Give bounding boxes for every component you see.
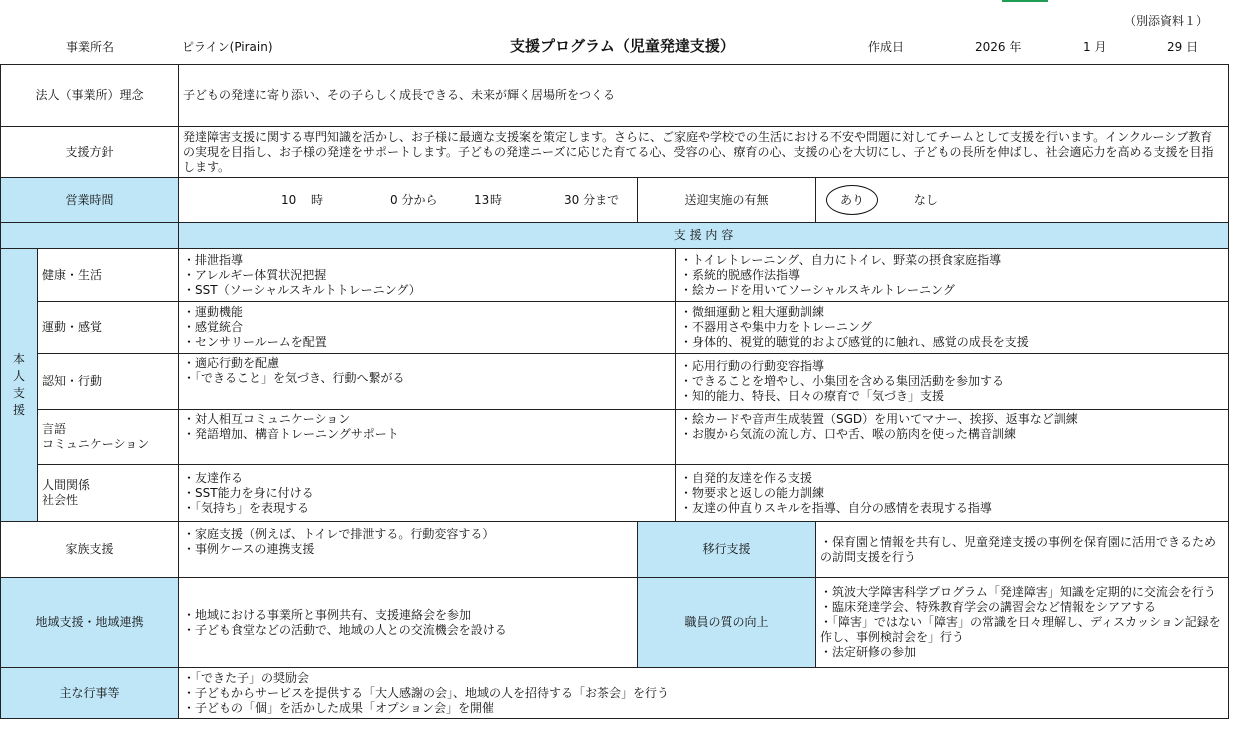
created-label: 作成日 (868, 40, 905, 54)
start-hour: 10 (281, 193, 297, 207)
events-row (1, 668, 1229, 719)
events-items: ・「できた子」の奨励会 ・子どもからサービスを提供する「大人感謝の会」、地域の人を招待する「お茶会」を行う ・子どもの「個」を活かした成果「オプション会」を開催 (179, 668, 1229, 719)
social-left: ・友達作る ・SST能力を身に付ける ・「気持ち」を表現する (179, 465, 676, 522)
end-minute: 30 分まで (564, 193, 620, 207)
transport-label: 送迎実施の有無 (638, 178, 816, 223)
category-health: 健康・生活 (38, 249, 179, 302)
transport-options (816, 178, 1229, 223)
cognition-right: ・応用行動の行動変容指導 ・できることを増やし、小集団を含める集団活動を参加する ・知的能力、特長、日々の療育で「気づき」支援 (676, 354, 1229, 410)
office-label: 事業所名 (66, 40, 115, 54)
policy-text: 発達障害支援に関する専門知識を活かし、お子様に最適な支援案を策定します。さらに、ご家庭や学校での生活における不安や問題に対してチームとして支援を行います。インクルーシブ教育の実現を目指し、お子様の発達をサポートします。子どもの発達ニーズに応じた育てる心、受容の心、療育の心、支援の心を大切にし、子どもの長所を伸ばし、社会適応力を高める支援を目指します。 (179, 127, 1229, 178)
support-header-row (1, 223, 1229, 249)
staff-items: ・筑波大学障害科学プログラム「発達障害」知識を定期的に交流会を行う ・臨床発達学会、特殊教育学会の講習会など情報をシアアする ・「障害」ではない「障害」の常識を日々理解し、ディスカッション記録を作し、事例検討会を」行う ・法定研修の参加 (816, 578, 1229, 668)
community-row (1, 578, 1229, 668)
hours-cell (179, 178, 638, 223)
start-hour-unit: 時 (311, 193, 324, 207)
honnin-row-motor (1, 302, 1229, 354)
community-items: ・地域における事業所と事例共有、支援連絡会を参加 ・子ども食堂などの活動で、地域の人との交流機会を設ける (179, 578, 638, 668)
support-content-header: 支 援 内 容 (179, 223, 1229, 249)
transition-text: ・保育園と情報を共有し、児童発達支援の事例を保育園に活用できるための訪問支援を行う (816, 522, 1229, 578)
philosophy-row (1, 65, 1229, 127)
policy-row (1, 127, 1229, 178)
created-day: 29 日 (1167, 40, 1199, 54)
language-left: ・対人相互コミュニケーション ・発語増加、構音トレーニングサポート (179, 410, 676, 465)
category-language: 言語 コミュニケーション (38, 410, 179, 465)
transport-yes-circled: あり (826, 185, 878, 215)
motor-right: ・微細運動と粗大運動訓練 ・不器用さや集中力をトレーニング ・身体的、視覚的聴覚的および感覚的に触れ、感覚の成長を支援 (676, 302, 1229, 354)
events-label: 主な行事等 (1, 668, 179, 719)
social-right: ・自発的友達を作る支援 ・物要求と返しの能力訓練 ・友達の仲直りスキルを指導、自分の感情を表現する指導 (676, 465, 1229, 522)
motor-left: ・運動機能 ・感覚統合 ・センサリールームを配置 (179, 302, 676, 354)
created-year: 2026 年 (975, 40, 1022, 54)
philosophy-label: 法人（事業所）理念 (1, 65, 179, 127)
family-row (1, 522, 1229, 578)
transition-label: 移行支援 (638, 522, 816, 578)
end-hour-unit: 時 (490, 193, 503, 207)
health-left: ・排泄指導 ・アレルギー体質状況把握 ・SST（ソーシャルスキルトトレーニング） (179, 249, 676, 302)
category-motor: 運動・感覚 (38, 302, 179, 354)
hours-row (1, 178, 1229, 223)
family-items: ・家庭支援（例えば、トイレで排泄する。行動変容する） ・事例ケースの連携支援 (179, 522, 638, 578)
honnin-row-social (1, 465, 1229, 522)
honnin-label: 本人支援 (1, 249, 38, 522)
category-cognition: 認知・行動 (38, 354, 179, 410)
start-minute: 0 分から (390, 193, 438, 207)
community-label: 地域支援・地域連携 (1, 578, 179, 668)
transport-no: なし (913, 193, 938, 207)
honnin-row-cognition (1, 354, 1229, 410)
page-title: 支援プログラム（児童発達支援） (510, 37, 735, 55)
language-right: ・絵カードや音声生成装置（SGD）を用いてマナー、挨拶、返事など訓練 ・お腹から気流の流し方、口や舌、喉の筋肉を使った構音訓練 (676, 410, 1229, 465)
cognition-left: ・適応行動を配慮 ・「できること」を気づき、行動へ繋がる (179, 354, 676, 410)
family-label: 家族支援 (1, 522, 179, 578)
created-month: 1 月 (1083, 40, 1107, 54)
policy-label: 支援方針 (1, 127, 179, 178)
end-hour: 13 (474, 193, 490, 207)
program-table (0, 64, 1229, 719)
category-social: 人間関係 社会性 (38, 465, 179, 522)
attachment-label: （別添資料１） (1124, 14, 1209, 28)
hours-label: 営業時間 (1, 178, 179, 223)
support-header-spacer (1, 223, 179, 249)
active-cell-indicator (1002, 0, 1048, 2)
honnin-row-health (1, 249, 1229, 302)
philosophy-text: 子どもの発達に寄り添い、その子らしく成長できる、未来が輝く居場所をつくる (179, 65, 1229, 127)
office-name: ピライン(Pirain) (182, 40, 273, 54)
staff-label: 職員の質の向上 (638, 578, 816, 668)
honnin-row-language (1, 410, 1229, 465)
health-right: ・トイレトレーニング、自力にトイレ、野菜の摂食家庭指導 ・系統的脱感作法指導 ・絵カードを用いてソーシャルスキルトレーニング (676, 249, 1229, 302)
